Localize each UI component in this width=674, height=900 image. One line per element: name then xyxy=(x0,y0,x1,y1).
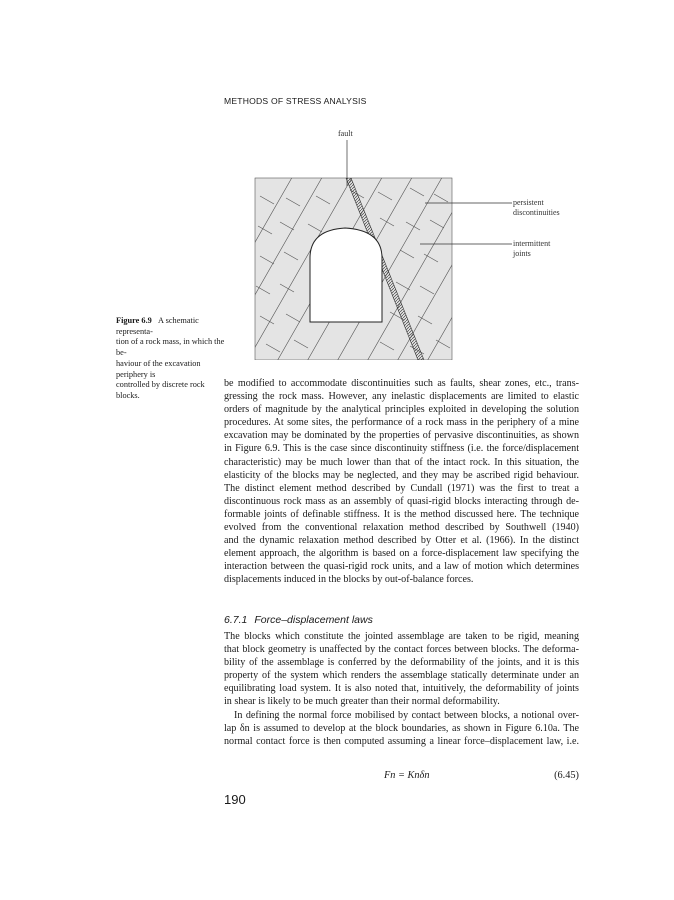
running-head: METHODS OF STRESS ANALYSIS xyxy=(224,96,367,106)
text-line: procedures. At some sites, the performance of a rock mass in the periphery of a mine xyxy=(224,417,579,429)
text-line: orders of magnitude by the analytical principles exploited in developing the solution xyxy=(224,404,579,416)
caption-line: A schematic representa- xyxy=(116,316,199,336)
persistent-label-2: discontinuities xyxy=(513,208,560,217)
text-line: In defining the normal force mobilised by contact between blocks, a notional over- xyxy=(234,709,579,721)
text-line: lap δn is assumed to develop at the block boundaries, as shown in Figure 6.10a. The xyxy=(224,722,579,734)
text-line: displacements induced in the blocks by out-of-balance forces. xyxy=(224,574,474,586)
caption-number: Figure 6.9 xyxy=(116,316,152,325)
caption-line: haviour of the excavation periphery is xyxy=(116,358,201,379)
text-line: bility of the assemblage is conferred by the deformability of the joints, and it is this xyxy=(224,657,579,669)
text-line: excavation may be dominated by the properties of pervasive discontinuities, as shown xyxy=(224,430,579,442)
text-line: and the dynamic relaxation method described by Otter et al. (1966). In the distinct xyxy=(224,535,579,547)
fault-label: fault xyxy=(338,129,353,138)
text-line: element approach, the algorithm is based on a force-displacement law specifying the xyxy=(224,548,579,560)
excavation-opening xyxy=(310,228,382,322)
figure-caption xyxy=(116,316,228,402)
body-paragraph-2 xyxy=(224,630,579,748)
text-line: formable joints of definable stiffness. It is the method discussed here. The technique xyxy=(224,508,579,520)
intermittent-label-2: joints xyxy=(513,249,531,258)
persistent-label-1: persistent xyxy=(513,198,544,207)
text-line: normal contact force is then computed assuming a linear force–displacement law, i.e. xyxy=(224,735,579,747)
section-heading xyxy=(224,614,380,626)
text-line: elasticity of the blocks may be neglected, and they may be ascribed rigid behaviour. xyxy=(224,469,579,481)
text-line: that block geometry is unaffected by the contact forces between blocks. The deforma- xyxy=(224,644,579,656)
figure-rock-mass xyxy=(250,126,580,360)
section-title: Force–displacement laws xyxy=(254,614,373,626)
body-paragraph-1 xyxy=(224,377,579,587)
equation-body: Fn = Knδn xyxy=(384,770,430,781)
text-line: The blocks which constitute the jointed assemblage are taken to be rigid, meaning xyxy=(224,631,579,642)
text-line: evolved from the conventional relaxation method described by Southwell (1940) xyxy=(224,522,579,534)
caption-line: controlled by discrete rock blocks. xyxy=(116,380,205,400)
text-line: in shear is likely to be much greater than their normal deformability. xyxy=(224,696,500,708)
intermittent-label-1: intermittent xyxy=(513,239,551,248)
text-line: property of the system which renders the assemblage statically determinate under an xyxy=(224,670,579,682)
text-line: equilibrating load system. It is also noted that, intuitively, the deformability of joints xyxy=(224,683,579,695)
caption-line: tion of a rock mass, in which the be- xyxy=(116,337,225,358)
page-number: 190 xyxy=(224,792,246,807)
equation-number: (6.45) xyxy=(554,770,579,781)
text-line: characteristic) may be much lower than that of the intact rock. In this situation, the xyxy=(224,456,579,468)
section-number: 6.7.1 xyxy=(224,614,248,626)
text-line: discontinuous rock mass as an assembly of quasi-rigid blocks interacting through de- xyxy=(224,495,579,507)
text-line: gressing the rock mass. However, any inelastic displacements are limited to elastic xyxy=(224,391,579,403)
text-line: in Figure 6.9. This is the case since discontinuity stiffness (i.e. the force/displacement xyxy=(224,443,579,455)
text-line: be modified to accommodate discontinuities such as faults, shear zones, etc., trans- xyxy=(224,378,579,389)
text-line: The distinct element method described by Cundall (1971) was the first to treat a xyxy=(224,482,579,494)
text-line: interaction between the quasi-rigid rock units, and a law of motion which determines xyxy=(224,561,579,573)
